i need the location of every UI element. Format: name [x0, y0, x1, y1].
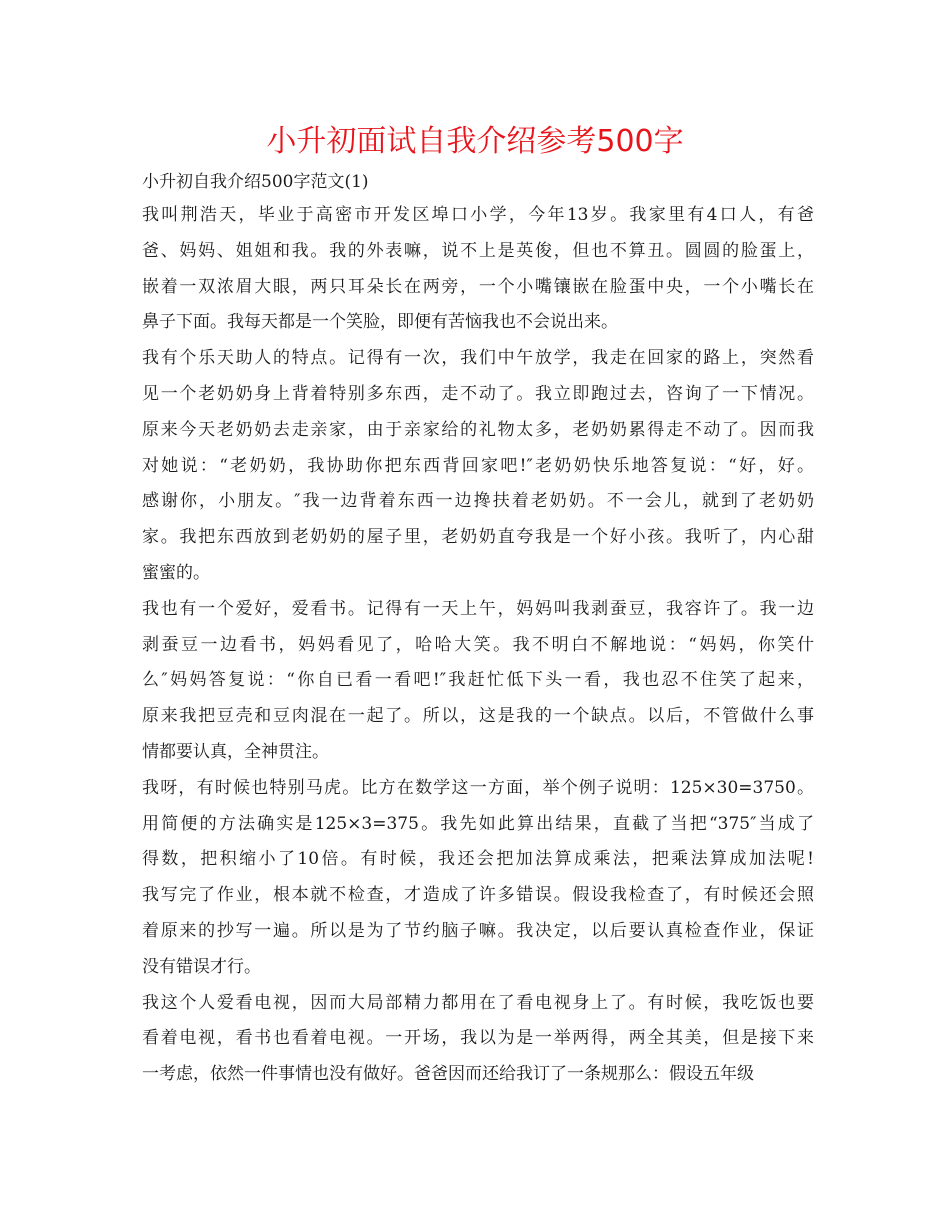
text-line: 么″妈妈答复说：“你自已看一看吧!″我赶忙低下头一看，我也忍不住笑了起来，: [142, 670, 814, 691]
text-line: 蜜蜜的。: [142, 562, 210, 583]
text-line: 我也有一个爱好，爱看书。记得有一天上午，妈妈叫我剥蚕豆，我容许了。我一边: [142, 598, 814, 619]
text-line: 原来今天老奶奶去走亲家，由于亲家给的礼物太多，老奶奶累得走不动了。因而我: [142, 419, 814, 440]
text-line: 用简便的方法确实是125×3=375。我先如此算出结果，直截了当把“375″当成了: [142, 813, 814, 834]
text-line: 嵌着一双浓眉大眼，两只耳朵长在两旁，一个小嘴镶嵌在脸蛋中央，一个小嘴长在: [142, 276, 814, 297]
text-line: 看着电视，看书也看着电视。一开场，我以为是一举两得，两全其美，但是接下来: [142, 1028, 814, 1049]
text-line: 对她说：“老奶奶，我协助你把东西背回家吧!″老奶奶快乐地答复说：“好，好。: [142, 455, 814, 476]
text-line: 得数，把积缩小了10倍。有时候，我还会把加法算成乘法，把乘法算成加法呢!: [142, 849, 814, 870]
text-line: 剥蚕豆一边看书，妈妈看见了，哈哈大笑。我不明白不解地说：“妈妈，你笑什: [142, 634, 814, 655]
text-line: 见一个老奶奶身上背着特别多东西，走不动了。我立即跑过去，咨询了一下情况。: [142, 383, 814, 404]
text-line: 没有错误才行。: [142, 956, 261, 977]
paragraph: [142, 771, 814, 986]
text-line: 着原来的抄写一遍。所以是为了节约脑子嘛。我决定，以后要认真检查作业，保证: [142, 920, 814, 941]
document-title: 小升初面试自我介绍参考500字: [266, 124, 684, 159]
text-line: 我呀，有时候也特别马虎。比方在数学这一方面，举个例子说明：125×30=3750。: [142, 777, 814, 798]
paragraph: [142, 198, 814, 341]
text-line: 家。我把东西放到老奶奶的屋子里，老奶奶直夸我是一个好小孩。我听了，内心甜: [142, 527, 814, 548]
text-line: 鼻子下面。我每天都是一个笑脸，即便有苦恼我也不会说出来。: [142, 312, 618, 333]
text-line: 爸、妈妈、姐姐和我。我的外表嘛，说不上是英俊，但也不算丑。圆圆的脸蛋上，: [142, 240, 814, 261]
document-body: [142, 198, 814, 1093]
text-line: 原来我把豆壳和豆肉混在一起了。所以，这是我的一个缺点。以后，不管做什么事: [142, 706, 814, 727]
text-line: 我有个乐天助人的特点。记得有一次，我们中午放学，我走在回家的路上，突然看: [142, 348, 814, 369]
text-line: 一考虑，依然一件事情也没有做好。爸爸因而还给我订了一条规那么：假设五年级: [142, 1064, 754, 1085]
document-subtitle: 小升初自我介绍500字范文(1): [142, 172, 369, 192]
text-line: 我写完了作业，根本就不检查，才造成了许多错误。假设我检查了，有时候还会照: [142, 885, 814, 906]
text-line: 感谢你，小朋友。″我一边背着东西一边搀扶着老奶奶。不一会儿，就到了老奶奶: [142, 491, 814, 512]
paragraph: [142, 592, 814, 771]
paragraph: [142, 341, 814, 592]
paragraph: [142, 986, 814, 1093]
text-line: 我这个人爱看电视，因而大局部精力都用在了看电视身上了。有时候，我吃饭也要: [142, 992, 814, 1013]
text-line: 我叫荆浩天，毕业于高密市开发区埠口小学，今年13岁。我家里有4口人，有爸: [142, 205, 814, 225]
text-line: 情都要认真，全神贯注。: [142, 741, 329, 762]
